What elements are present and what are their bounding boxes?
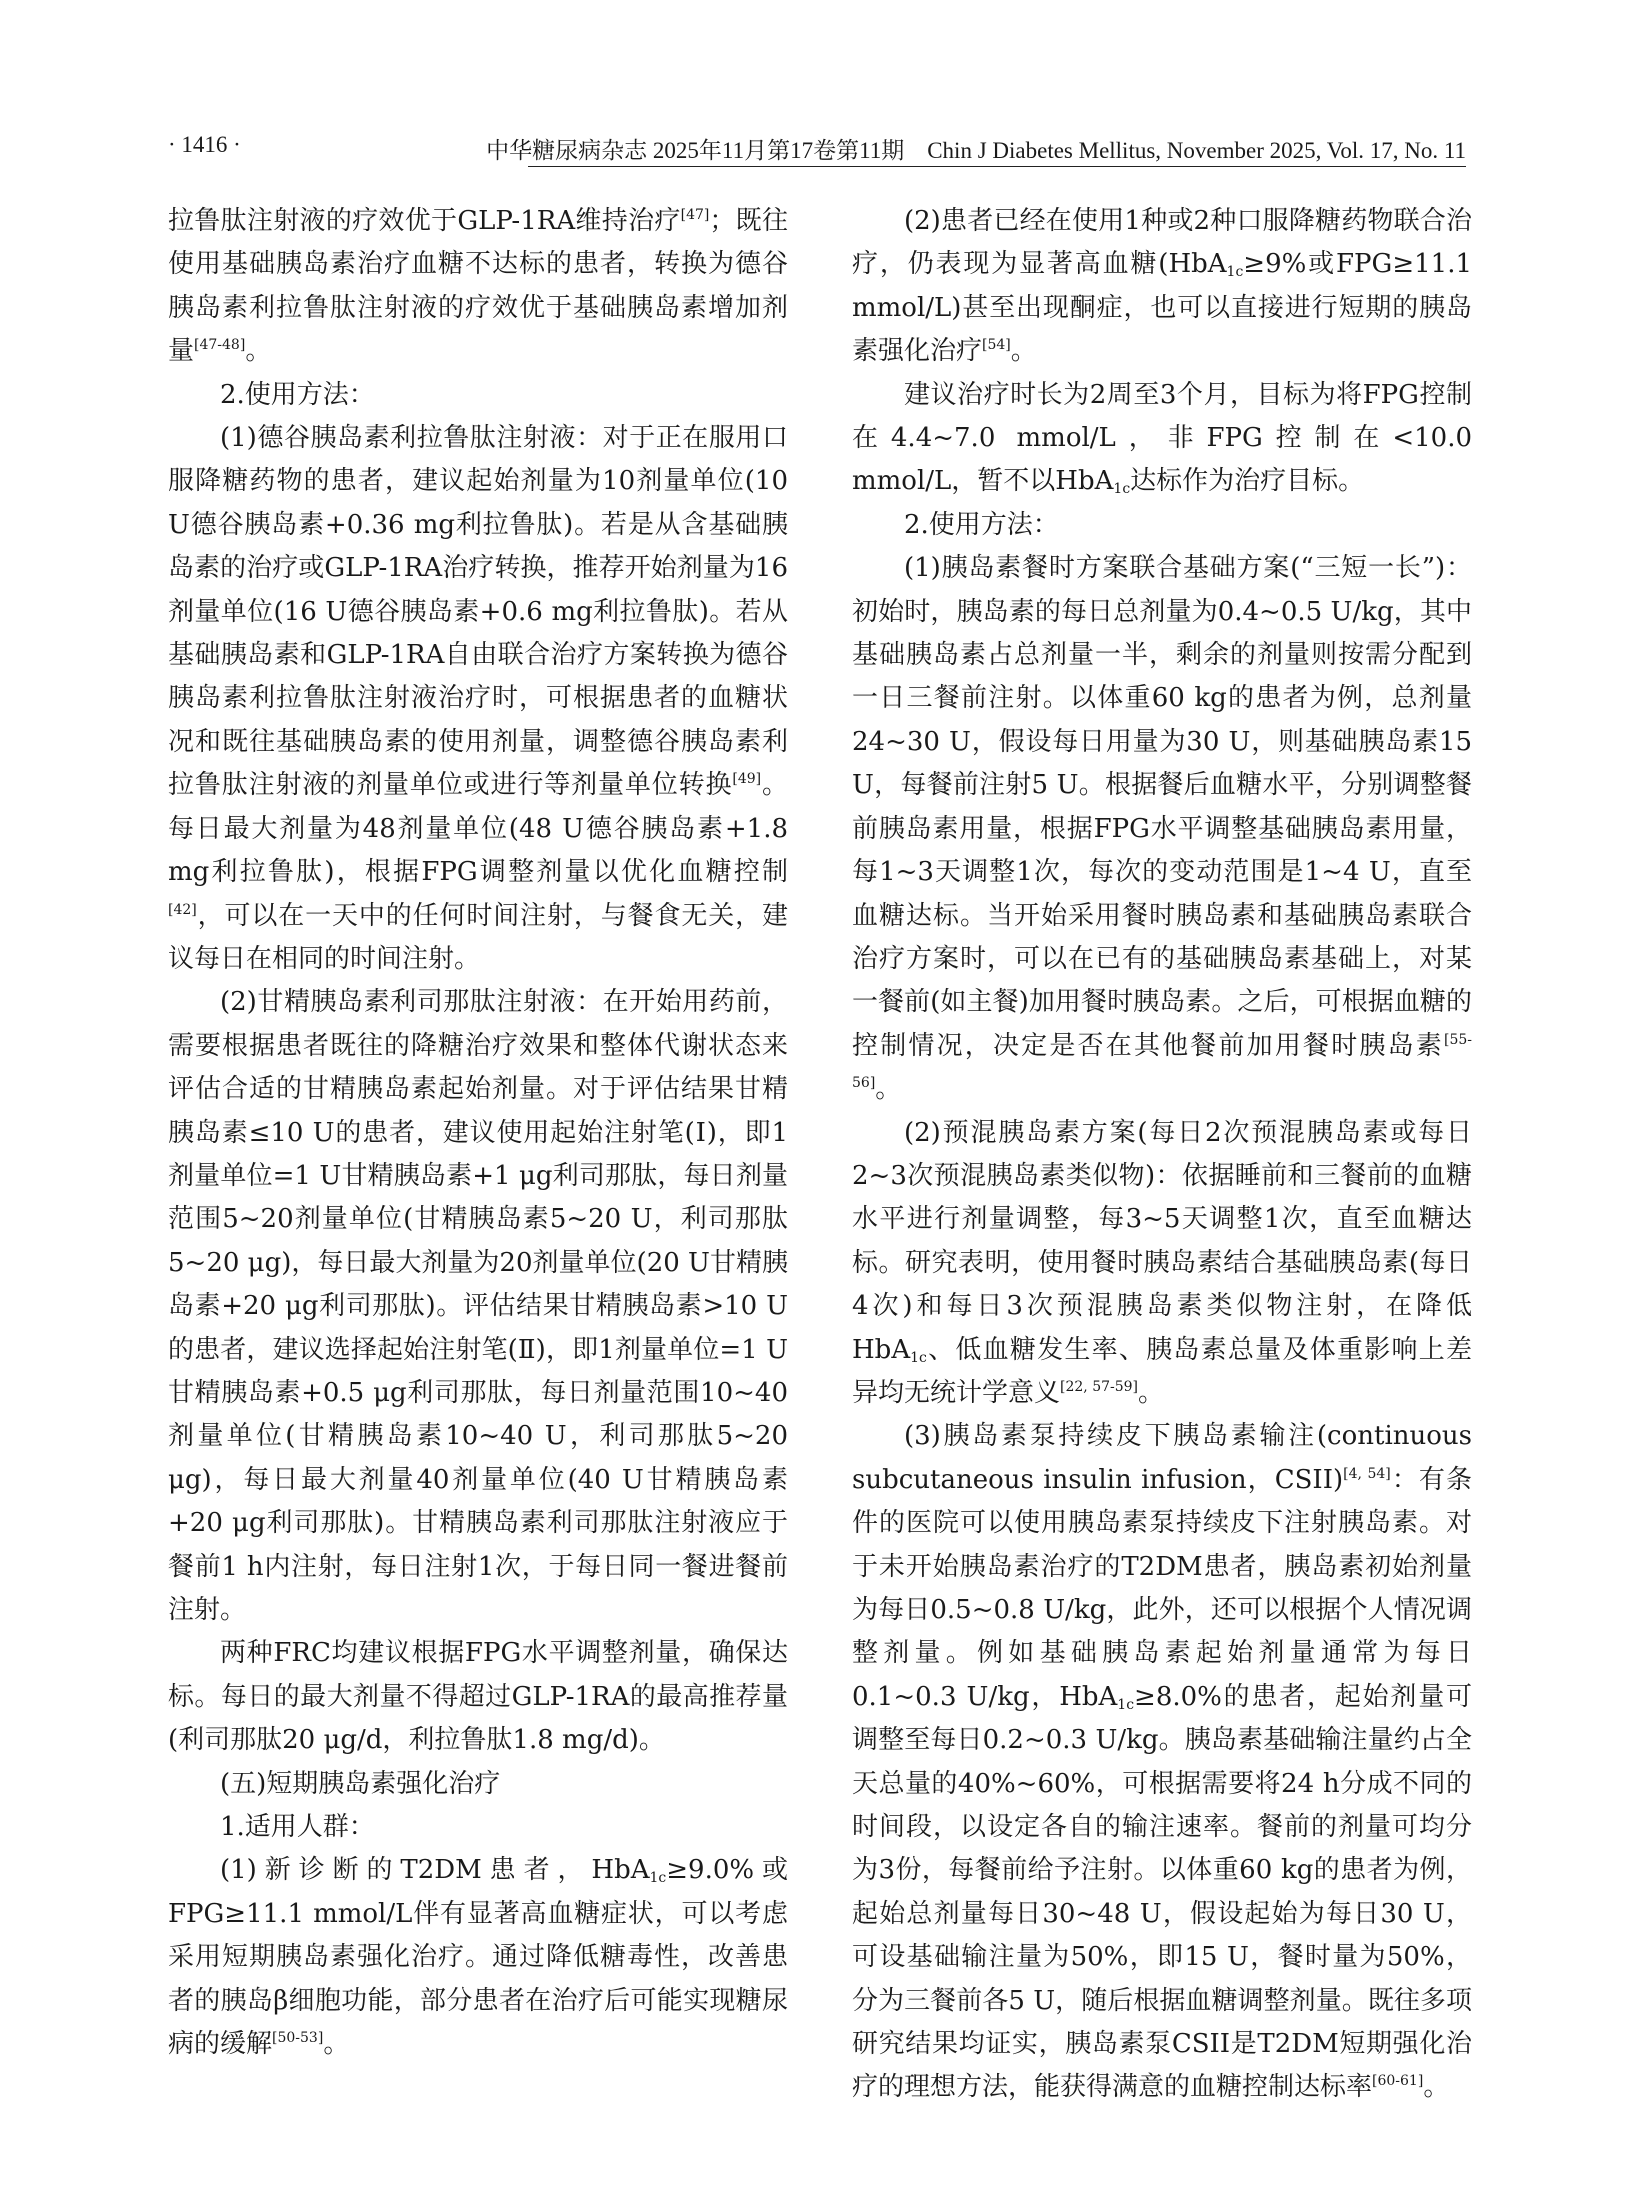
journal-citation: 中华糖尿病杂志 2025年11月第17卷第11期 Chin J Diabetes Mellitus, November 2025, Vol. 17, No. 11	[486, 138, 1466, 163]
text-run: ≥9.0%或FPG≥11.1 mmol/L伴有显著高血糖症状，可以考虑采用短期胰岛素强化治疗。通过降低糖毒性，改善患者的胰岛β细胞功能，部分患者在治疗后可能实现糖尿病的缓解	[168, 1855, 789, 2060]
text-run: (2)甘精胰岛素利司那肽注射液：在开始用药前，需要根据患者既往的降糖治疗效果和整体代谢状态来评估合适的甘精胰岛素起始剂量。对于评估结果甘精胰岛素≤10 U的患者，建议使用起始注射笔(Ⅰ)，即1剂量单位=1 U甘精胰岛素+1 μg利司那肽，每日剂量范围5~20剂量单位(甘精胰岛素5~20 U，利司那肽5~20 μg)，每日最大剂量为20剂量单位(20 U甘精胰岛素+20 μg利司那肽)。评估结果甘精胰岛素>10 U的患者，建议选择起始注射笔(Ⅱ)，即1剂量单位=1 U甘精胰岛素+0.5 μg利司那肽，每日剂量范围10~40剂量单位(甘精胰岛素10~40 U，利司那肽5~20 μg)，每日最大剂量40剂量单位(40 U甘精胰岛素+20 μg利司那肽)。甘精胰岛素利司那肽注射液应于餐前1 h内注射，每日注射1次，于每日同一餐进餐前注射。	[168, 987, 788, 1625]
text-run: (五)短期胰岛素强化治疗	[220, 1768, 501, 1799]
text-run: 、低血糖发生率、胰岛素总量及体重影响上差异均无统计学意义	[852, 1334, 1472, 1408]
text-run: 达标作为治疗目标。	[1130, 466, 1365, 497]
paragraph	[168, 1763, 788, 1806]
subscript: 1c	[1226, 264, 1244, 281]
citation-ref: [49]	[732, 771, 762, 788]
text-run: (1)胰岛素餐时方案联合基础方案(“三短一长”)：初始时，胰岛素的每日总剂量为0.4~0.5 U/kg，其中基础胰岛素占总剂量一半，剩余的剂量则按需分配到一日三餐前注射。以体重60 kg的患者为例，总剂量24~30 U，假设每日用量为30 U，则基础胰岛素15 U，每餐前注射5 U。根据餐后血糖水平，分别调整餐前胰岛素用量，根据FPG水平调整基础胰岛素用量，每1~3天调整1次，每次的变动范围是1~4 U，直至血糖达标。当开始采用餐时胰岛素和基础胰岛素联合治疗方案时，可以在已有的基础胰岛素基础上，对某一餐前(如主餐)加用餐时胰岛素。之后，可根据血糖的控制情况，决定是否在其他餐前加用餐时胰岛素	[852, 553, 1472, 1061]
paragraph	[168, 200, 788, 374]
paragraph	[168, 981, 788, 1632]
text-run: 2.使用方法：	[220, 379, 375, 410]
text-run: 建议治疗时长为2周至3个月，目标为将FPG控制在4.4~7.0 mmol/L，非FPG控制在<10.0 mmol/L，暂不以HbA	[852, 379, 1472, 497]
citation-ref: [22, 57-59]	[1060, 1378, 1139, 1395]
citation-ref: [47]	[680, 207, 710, 223]
paragraph	[168, 417, 788, 981]
text-run: 。每日最大剂量为48剂量单位(48 U德谷胰岛素+1.8 mg利拉鲁肽)，根据FPG调整剂量以优化血糖控制	[168, 770, 788, 888]
text-run: ≥9%或FPG≥11.1 mmol/L)甚至出现酮症，也可以直接进行短期的胰岛素强化治疗	[852, 249, 1472, 367]
text-run: (1)新诊断的T2DM患者，HbA	[220, 1855, 650, 1886]
subscript: 1c	[910, 1349, 927, 1366]
citation-ref: [42]	[168, 901, 197, 918]
citation-ref: [60-61]	[1372, 2073, 1424, 2090]
text-run: 。	[245, 336, 272, 367]
paragraph	[168, 374, 788, 417]
citation-ref: [50-53]	[272, 2030, 324, 2047]
text-run: 1.适用人群：	[220, 1812, 375, 1843]
paragraph	[852, 1415, 1472, 2110]
text-run: (2)患者已经在使用1种或2种口服降糖药物联合治疗，仍表现为显著高血糖(HbA	[852, 206, 1472, 280]
paragraph	[852, 374, 1472, 504]
text-run: ：有条件的医院可以使用胰岛素泵持续皮下注射胰岛素。对于未开始胰岛素治疗的T2DM患者，胰岛素初始剂量为每日0.5~0.8 U/kg，此外，还可以根据个人情况调整剂量。例如基础胰岛素起始剂量通常为每日0.1~0.3 U/kg，HbA	[852, 1464, 1473, 1712]
text-run: 两种FRC均建议根据FPG水平调整剂量，确保达标。每日的最大剂量不得超过GLP-1RA的最高推荐量(利司那肽20 μg/d，利拉鲁肽1.8 mg/d)。	[168, 1638, 788, 1756]
running-header	[168, 132, 1466, 168]
paragraph	[168, 1632, 788, 1762]
text-run: (3)胰岛素泵持续皮下胰岛素输注(continuous subcutaneous insulin infusion，CSII)	[852, 1421, 1472, 1495]
text-run: (1)德谷胰岛素利拉鲁肽注射液：对于正在服用口服降糖药物的患者，建议起始剂量为10剂量单位(10 U德谷胰岛素+0.36 mg利拉鲁肽)。若是从含基础胰岛素的治疗或GLP-1RA治疗转换，推荐开始剂量为16剂量单位(16 U德谷胰岛素+0.6 mg利拉鲁肽)。若从基础胰岛素和GLP-1RA自由联合治疗方案转换为德谷胰岛素利拉鲁肽注射液治疗时，可根据患者的血糖状况和既往基础胰岛素的使用剂量，调整德谷胰岛素利拉鲁肽注射液的剂量单位或进行等剂量单位转换	[168, 423, 788, 801]
page-number: · 1416 ·	[168, 132, 241, 157]
paragraph	[168, 1806, 788, 1849]
citation-ref: [47-48]	[194, 337, 246, 354]
text-run: 。	[323, 2029, 350, 2060]
subscript: 1c	[649, 1870, 667, 1887]
text-run: 拉鲁肽注射液的疗效优于GLP-1RA维持治疗	[168, 206, 681, 236]
text-run: (2)预混胰岛素方案(每日2次预混胰岛素或每日2~3次预混胰岛素类似物)：依据睡前和三餐前的血糖水平进行剂量调整，每3~5天调整1次，直至血糖达标。研究表明，使用餐时胰岛素结合基础胰岛素(每日4次)和每日3次预混胰岛素类似物注射，在降低HbA	[852, 1117, 1472, 1365]
text-run: 。	[1010, 336, 1037, 367]
subscript: 1c	[1117, 1696, 1135, 1713]
citation-ref: [4, 54]	[1343, 1465, 1391, 1482]
paragraph	[852, 1112, 1472, 1416]
citation-ref: [54]	[982, 337, 1011, 354]
left-column	[168, 200, 788, 2066]
paragraph	[852, 200, 1472, 374]
text-run: ，可以在一天中的任何时间注射，与餐食无关，建议每日在相同的时间注射。	[168, 900, 788, 974]
citation-ref: [55-56]	[852, 1031, 1472, 1092]
text-run: ；既往使用基础胰岛素治疗血糖不达标的患者，转换为德谷胰岛素利拉鲁肽注射液的疗效优于基础胰岛素增加剂量	[168, 206, 788, 367]
text-run: 2.使用方法：	[904, 509, 1059, 540]
right-column	[852, 200, 1472, 2110]
paragraph	[852, 504, 1472, 547]
paragraph	[852, 547, 1472, 1111]
text-run: 。	[1138, 1377, 1165, 1408]
paragraph	[168, 1849, 788, 2066]
text-run: 。	[1423, 2072, 1450, 2103]
text-run: ≥8.0%的患者，起始剂量可调整至每日0.2~0.3 U/kg。胰岛素基础输注量约占全天总量的40%~60%，可根据需要将24 h分成不同的时间段，以设定各自的输注速率。餐前的剂量可均分为3份，每餐前给予注射。以体重60 kg的患者为例，起始总剂量每日30~48 U，假设起始为每日30 U，可设基础输注量为50%，即15 U，餐时量为50%，分为三餐前各5 U，随后根据血糖调整剂量。既往多项研究结果均证实，胰岛素泵CSII是T2DM短期强化治疗的理想方法，能获得满意的血糖控制达标率	[852, 1681, 1472, 2103]
header-rule	[528, 166, 1466, 167]
subscript: 1c	[1113, 481, 1131, 498]
text-run: 。	[875, 1074, 902, 1105]
